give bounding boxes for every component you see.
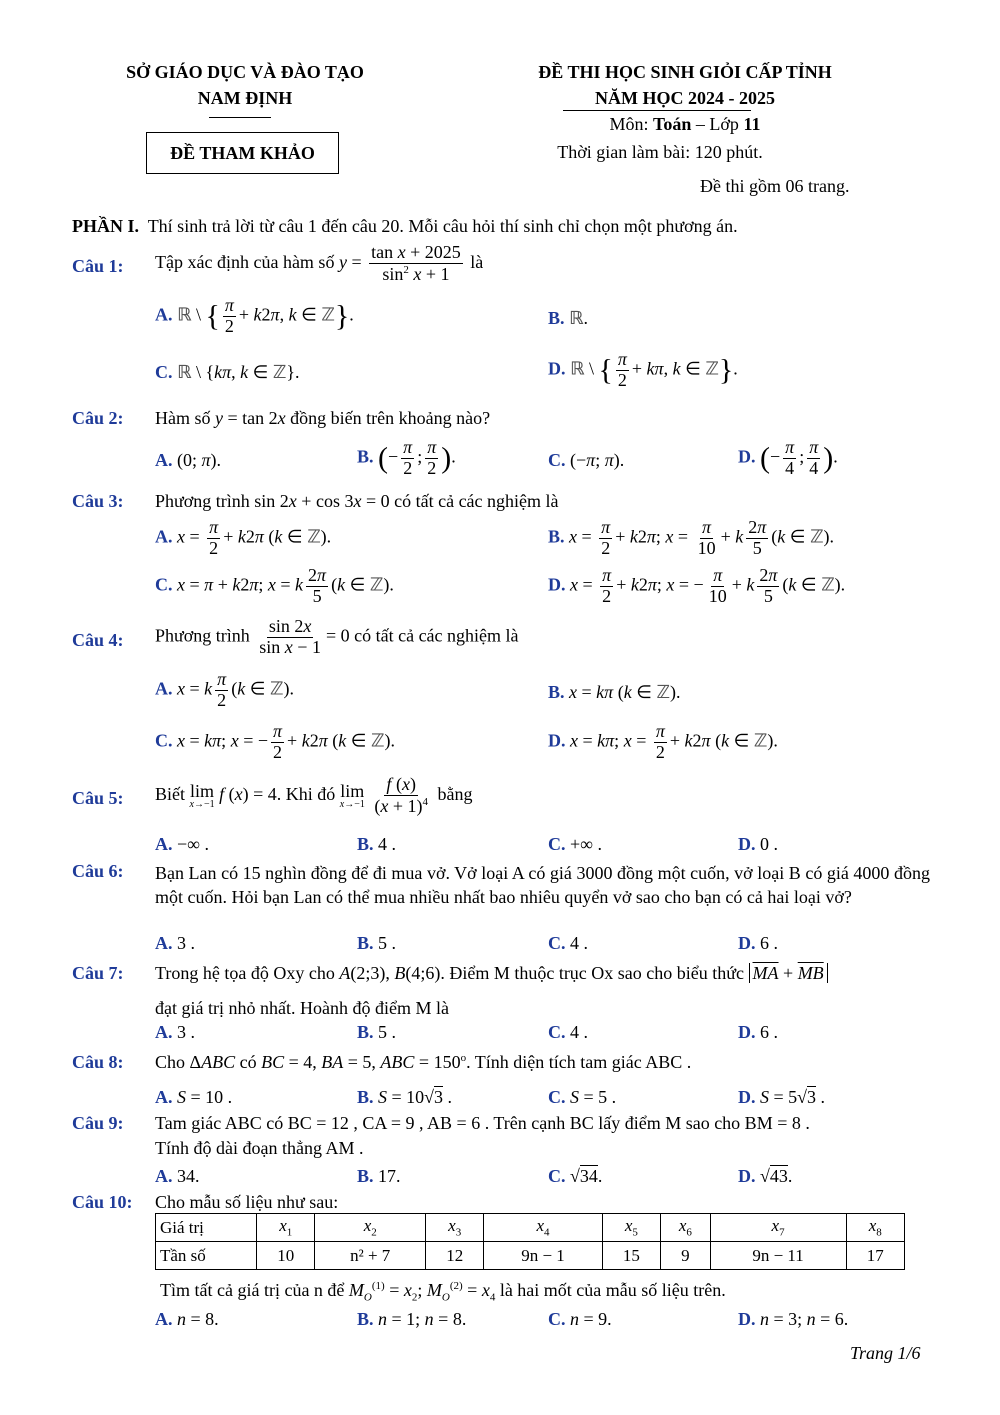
- q5-option-c[interactable]: C. +∞ .: [548, 834, 602, 854]
- q6-option-b[interactable]: B. 5 .: [357, 933, 397, 953]
- q9-stem-line2: Tính độ dài đoạn thẳng AM .: [155, 1138, 364, 1158]
- q10-label: Câu 10:: [72, 1192, 133, 1212]
- q9-option-b[interactable]: B. 17.: [357, 1166, 401, 1186]
- q8-stem: Cho ΔABC có BC = 4, BA = 5, ABC = $150^o$. Tính diện tích tam giác ABC .: [155, 1052, 692, 1072]
- q5-option-b[interactable]: B. 4 .: [357, 834, 397, 854]
- q2-option-d[interactable]: D. (− $\frac{\pi}{4}$ ; $\frac{\pi}{4}$ ).: [738, 437, 838, 478]
- q6-option-a[interactable]: A. 3 .: [155, 933, 195, 953]
- table-cell: Giá trị: [156, 1214, 257, 1242]
- q9-option-d[interactable]: D. √43.: [738, 1166, 793, 1186]
- q9-stem: Tam giác ABC có BC = 12 , CA = 9 , AB = 6 . Trên cạnh BC lấy điểm M sao cho BM = 8 .: [155, 1113, 810, 1133]
- q7-option-c[interactable]: C. 4 .: [548, 1022, 588, 1042]
- table-cell: $x_4$: [484, 1214, 602, 1242]
- table-cell: 15: [602, 1242, 660, 1270]
- table-row-frequencies: [156, 1242, 905, 1270]
- q2-option-c[interactable]: C. (−π; π).: [548, 450, 625, 470]
- q10-option-a[interactable]: A. n = 8.: [155, 1309, 219, 1329]
- table-cell: $x_8$: [846, 1214, 904, 1242]
- table-cell: 17: [846, 1242, 904, 1270]
- q3-option-d[interactable]: D. x = $\frac{\pi}{2}$ + k2π; x = − $\frac{\pi}{10}$ + k $\frac{2\pi}{5}$ (k ∈ ℤ).: [548, 565, 846, 606]
- q5-stem: Biết lim x→−1 f (x) = 4. Khi đó lim x→−1 $\frac{f (x)}{(x + 1)^4}$ bằng: [155, 774, 473, 816]
- q4-option-a[interactable]: A. x = k $\frac{\pi}{2}$ (k ∈ ℤ).: [155, 669, 294, 710]
- q7-stem-line2: đạt giá trị nhỏ nhất. Hoành độ điểm M là: [155, 998, 449, 1018]
- q6-option-d[interactable]: D. 6 .: [738, 933, 778, 953]
- q7-label: Câu 7:: [72, 963, 124, 983]
- table-cell: $x_5$: [602, 1214, 660, 1242]
- time-limit: Thời gian làm bài: 120 phút.: [557, 142, 763, 162]
- q5-option-a[interactable]: A. −∞ .: [155, 834, 209, 854]
- q10-stem-line2: Tìm tất cả giá trị của n để $M_O^{(1)} = x_2$; $M_O^{(2)} = x_4$ là hai mốt của mẫu số liệu trên.: [160, 1280, 726, 1304]
- table-cell: 9: [661, 1242, 711, 1270]
- q7-option-a[interactable]: A. 3 .: [155, 1022, 195, 1042]
- frequency-table: [155, 1213, 905, 1270]
- q1-option-b[interactable]: B. ℝ.: [548, 308, 588, 329]
- table-cell: Tần số: [156, 1242, 257, 1270]
- q1-stem: Tập xác định của hàm số y = $\frac{\text{tan x + 2025}}{\sin^2 x + 1}$ là: [155, 242, 484, 284]
- q3-option-a[interactable]: A. x = $\frac{\pi}{2}$ + k2π (k ∈ ℤ).: [155, 517, 332, 558]
- school-year: NĂM HỌC 2024 - 2025: [595, 88, 775, 108]
- header-divider: [209, 117, 271, 118]
- q8-option-a[interactable]: A. S = 10 .: [155, 1087, 233, 1107]
- q2-option-a[interactable]: A. (0; π).: [155, 450, 222, 470]
- page-footer: Trang 1/6: [850, 1343, 921, 1363]
- table-cell: 9n − 11: [710, 1242, 846, 1270]
- table-cell: 12: [425, 1242, 483, 1270]
- q4-stem: Phương trình $\frac{\sin 2x}{\text{sin x − 1}}$ = 0 có tất cả các nghiệm là: [155, 616, 519, 657]
- q3-label: Câu 3:: [72, 491, 124, 511]
- q4-label: Câu 4:: [72, 630, 124, 650]
- q2-stem: Hàm số y = tan 2x đồng biến trên khoảng nào?: [155, 408, 491, 428]
- q7-option-b[interactable]: B. 5 .: [357, 1022, 397, 1042]
- table-cell: $x_2$: [315, 1214, 426, 1242]
- q8-option-b[interactable]: B. S = 10√3 .: [357, 1087, 453, 1107]
- table-cell: 10: [257, 1242, 315, 1270]
- q8-option-c[interactable]: C. S = 5 .: [548, 1087, 617, 1107]
- q2-label: Câu 2:: [72, 408, 124, 428]
- exam-title: ĐỀ THI HỌC SINH GIỎI CẤP TỈNH: [538, 62, 832, 82]
- table-cell: $x_1$: [257, 1214, 315, 1242]
- q10-stem: Cho mẫu số liệu như sau:: [155, 1192, 339, 1212]
- q5-option-d[interactable]: D. 0 .: [738, 834, 778, 854]
- year-underline: [563, 110, 751, 111]
- table-cell: 9n − 1: [484, 1242, 602, 1270]
- q3-option-c[interactable]: C. x = π + k2π; x = k $\frac{2\pi}{5}$ (k ∈ ℤ).: [155, 565, 394, 606]
- q1-option-c[interactable]: C. ℝ \ {kπ, k ∈ ℤ}.: [155, 362, 300, 383]
- q1-option-d[interactable]: D. ℝ \ { $\frac{\pi}{2}$ + kπ, k ∈ ℤ}.: [548, 349, 738, 390]
- page-count: Đề thi gồm 06 trang.: [700, 176, 850, 196]
- school-province: NAM ĐỊNH: [197, 88, 293, 108]
- q4-option-c[interactable]: C. x = kπ; x = − $\frac{\pi}{2}$ + k2π (k ∈ ℤ).: [155, 721, 395, 762]
- q6-option-c[interactable]: C. 4 .: [548, 933, 588, 953]
- q10-option-c[interactable]: C. n = 9.: [548, 1309, 612, 1329]
- q2-option-b[interactable]: B. (− $\frac{\pi}{2}$ ; $\frac{\pi}{2}$ ).: [357, 437, 456, 478]
- q8-option-d[interactable]: D. S = 5√3 .: [738, 1087, 826, 1107]
- q1-label: Câu 1:: [72, 256, 124, 276]
- school-dept: SỞ GIÁO DỤC VÀ ĐÀO TẠO: [126, 62, 364, 82]
- q3-option-b[interactable]: B. x = $\frac{\pi}{2}$ + k2π; x = $\frac{\pi}{10}$ + k $\frac{2\pi}{5}$ (k ∈ ℤ).: [548, 517, 835, 558]
- table-row-values: [156, 1214, 905, 1242]
- q9-option-a[interactable]: A. 34.: [155, 1166, 200, 1186]
- table-cell: $x_6$: [661, 1214, 711, 1242]
- reference-box: ĐỀ THAM KHẢO: [146, 132, 339, 174]
- part1-instruction: PHẦN I. Thí sinh trả lời từ câu 1 đến câu 20. Mỗi câu hỏi thí sinh chỉ chọn một phương án.: [72, 216, 738, 236]
- table-cell: $x_3$: [425, 1214, 483, 1242]
- table-cell: $x_7$: [710, 1214, 846, 1242]
- table-cell: n² + 7: [315, 1242, 426, 1270]
- q8-label: Câu 8:: [72, 1052, 124, 1072]
- q4-option-d[interactable]: D. x = kπ; x = $\frac{\pi}{2}$ + k2π (k ∈ ℤ).: [548, 721, 778, 762]
- q6-label: Câu 6:: [72, 861, 124, 881]
- q5-label: Câu 5:: [72, 788, 124, 808]
- q10-option-d[interactable]: D. n = 3; n = 6.: [738, 1309, 849, 1329]
- q7-stem: Trong hệ tọa độ Oxy cho A(2;3), B(4;6). Điểm M thuộc trục Ox sao cho biểu thức $\overline{MA} + \overline{MB}$: [155, 963, 828, 984]
- q1-option-a[interactable]: A. ℝ \ { $\frac{\pi}{2}$ + k2π, k ∈ ℤ}.: [155, 295, 354, 336]
- q9-option-c[interactable]: C. √34.: [548, 1166, 603, 1186]
- q6-stem: Bạn Lan có 15 nghìn đồng để đi mua vở. Vở loại A có giá 3000 đồng một cuốn, vở loại B có giá 4000 đồng một cuốn. Hỏi bạn Lan có thể mua nhiều nhất bao nhiêu quyển vở sao cho bạn có cả hai loại vở?: [155, 863, 930, 907]
- q3-stem: Phương trình sin 2x + cos 3x = 0 có tất cả các nghiệm là: [155, 491, 559, 511]
- q4-option-b[interactable]: B. x = kπ (k ∈ ℤ).: [548, 682, 681, 703]
- subject-line: Môn: Toán – Lớp 11: [609, 114, 761, 134]
- q10-option-b[interactable]: B. n = 1; n = 8.: [357, 1309, 467, 1329]
- q9-label: Câu 9:: [72, 1113, 124, 1133]
- q7-option-d[interactable]: D. 6 .: [738, 1022, 778, 1042]
